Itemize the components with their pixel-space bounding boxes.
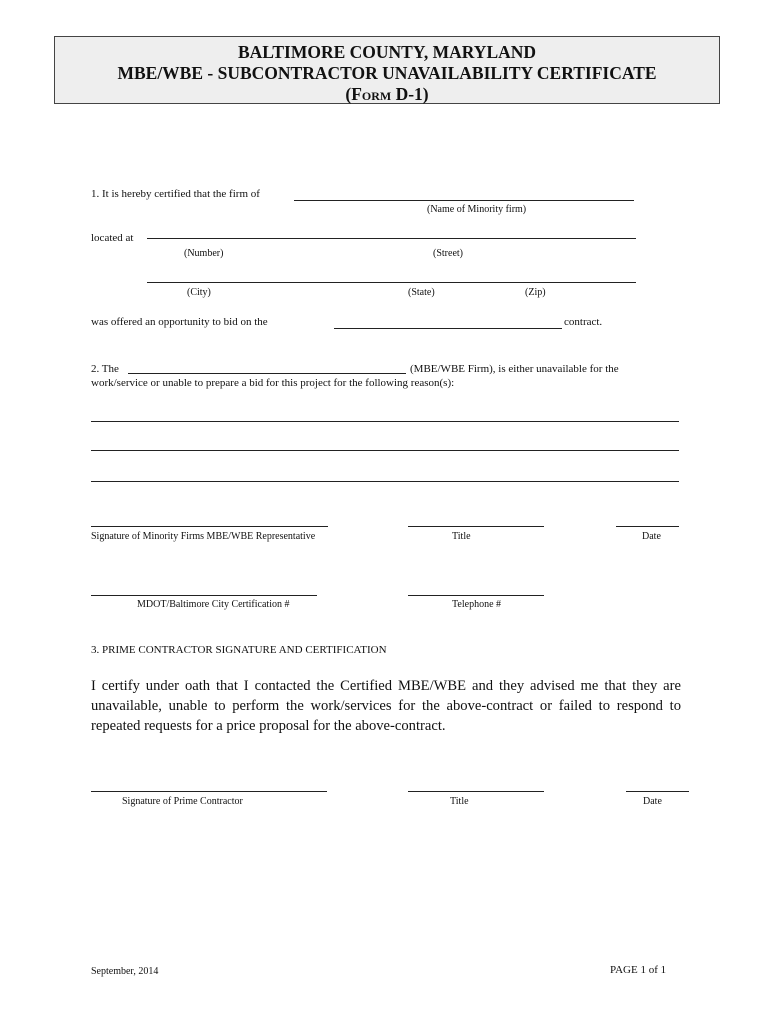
reason-line-2[interactable] <box>91 450 679 451</box>
offered-text: was offered an opportunity to bid on the <box>91 316 268 328</box>
prime-date-caption: Date <box>643 796 662 807</box>
mbe-firm-name-field[interactable] <box>128 373 406 374</box>
zip-caption: (Zip) <box>525 287 546 298</box>
mbe-title-caption: Title <box>452 531 471 542</box>
prime-signature-caption: Signature of Prime Contractor <box>122 796 243 807</box>
footer-date: September, 2014 <box>91 966 159 977</box>
located-at-label: located at <box>91 232 134 244</box>
mbe-firm-suffix: (MBE/WBE Firm), is either unavailable for the <box>410 363 619 375</box>
prime-heading: 3. PRIME CONTRACTOR SIGNATURE AND CERTIFICATION <box>91 644 387 656</box>
city-caption: (City) <box>187 287 211 298</box>
mbe-signature-caption: Signature of Minority Firms MBE/WBE Representative <box>91 531 316 542</box>
contract-name-field[interactable] <box>334 328 562 329</box>
street-caption: (Street) <box>433 248 463 259</box>
address-city-state-zip-field[interactable] <box>147 282 636 283</box>
prime-date-field[interactable] <box>626 791 689 792</box>
header-form-number: (Form D-1) <box>345 84 429 104</box>
telephone-field[interactable] <box>408 595 544 596</box>
mbe-title-field[interactable] <box>408 526 544 527</box>
prime-oath-text: I certify under oath that I contacted the Certified MBE/WBE and they advised me that they are unavailable, unable to perform the work/services for the above-contract or failed to respond to repeated requests for a price proposal for the above-contract. <box>91 678 681 734</box>
certification-caption: MDOT/Baltimore City Certification # <box>137 599 290 610</box>
firm-intro-text: 1. It is hereby certified that the firm of <box>91 188 260 200</box>
reasons-intro: work/service or unable to prepare a bid for this project for the following reason(s): <box>91 377 455 389</box>
number-caption: (Number) <box>184 248 224 259</box>
prime-title-caption: Title <box>450 796 469 807</box>
prime-signature-field[interactable] <box>91 791 327 792</box>
reason-line-1[interactable] <box>91 421 679 422</box>
mbe-signature-field[interactable] <box>91 526 328 527</box>
firm-name-field[interactable] <box>294 200 634 201</box>
certification-number-field[interactable] <box>91 595 317 596</box>
firm-name-caption: (Name of Minority firm) <box>427 204 527 215</box>
telephone-caption: Telephone # <box>452 599 502 610</box>
contract-text: contract. <box>564 316 603 328</box>
prime-title-field[interactable] <box>408 791 544 792</box>
mbe-firm-prefix: 2. The <box>91 363 119 375</box>
header-county: BALTIMORE COUNTY, MARYLAND <box>237 42 537 62</box>
state-caption: (State) <box>408 287 435 298</box>
address-number-street-field[interactable] <box>147 238 636 239</box>
mbe-date-caption: Date <box>642 531 661 542</box>
form-header <box>54 36 720 104</box>
mbe-date-field[interactable] <box>616 526 679 527</box>
reason-line-3[interactable] <box>91 481 679 482</box>
footer-page-number: PAGE 1 of 1 <box>610 964 667 976</box>
header-title: MBE/WBE - SUBCONTRACTOR UNAVAILABILITY CERTIFICATE <box>117 63 657 83</box>
